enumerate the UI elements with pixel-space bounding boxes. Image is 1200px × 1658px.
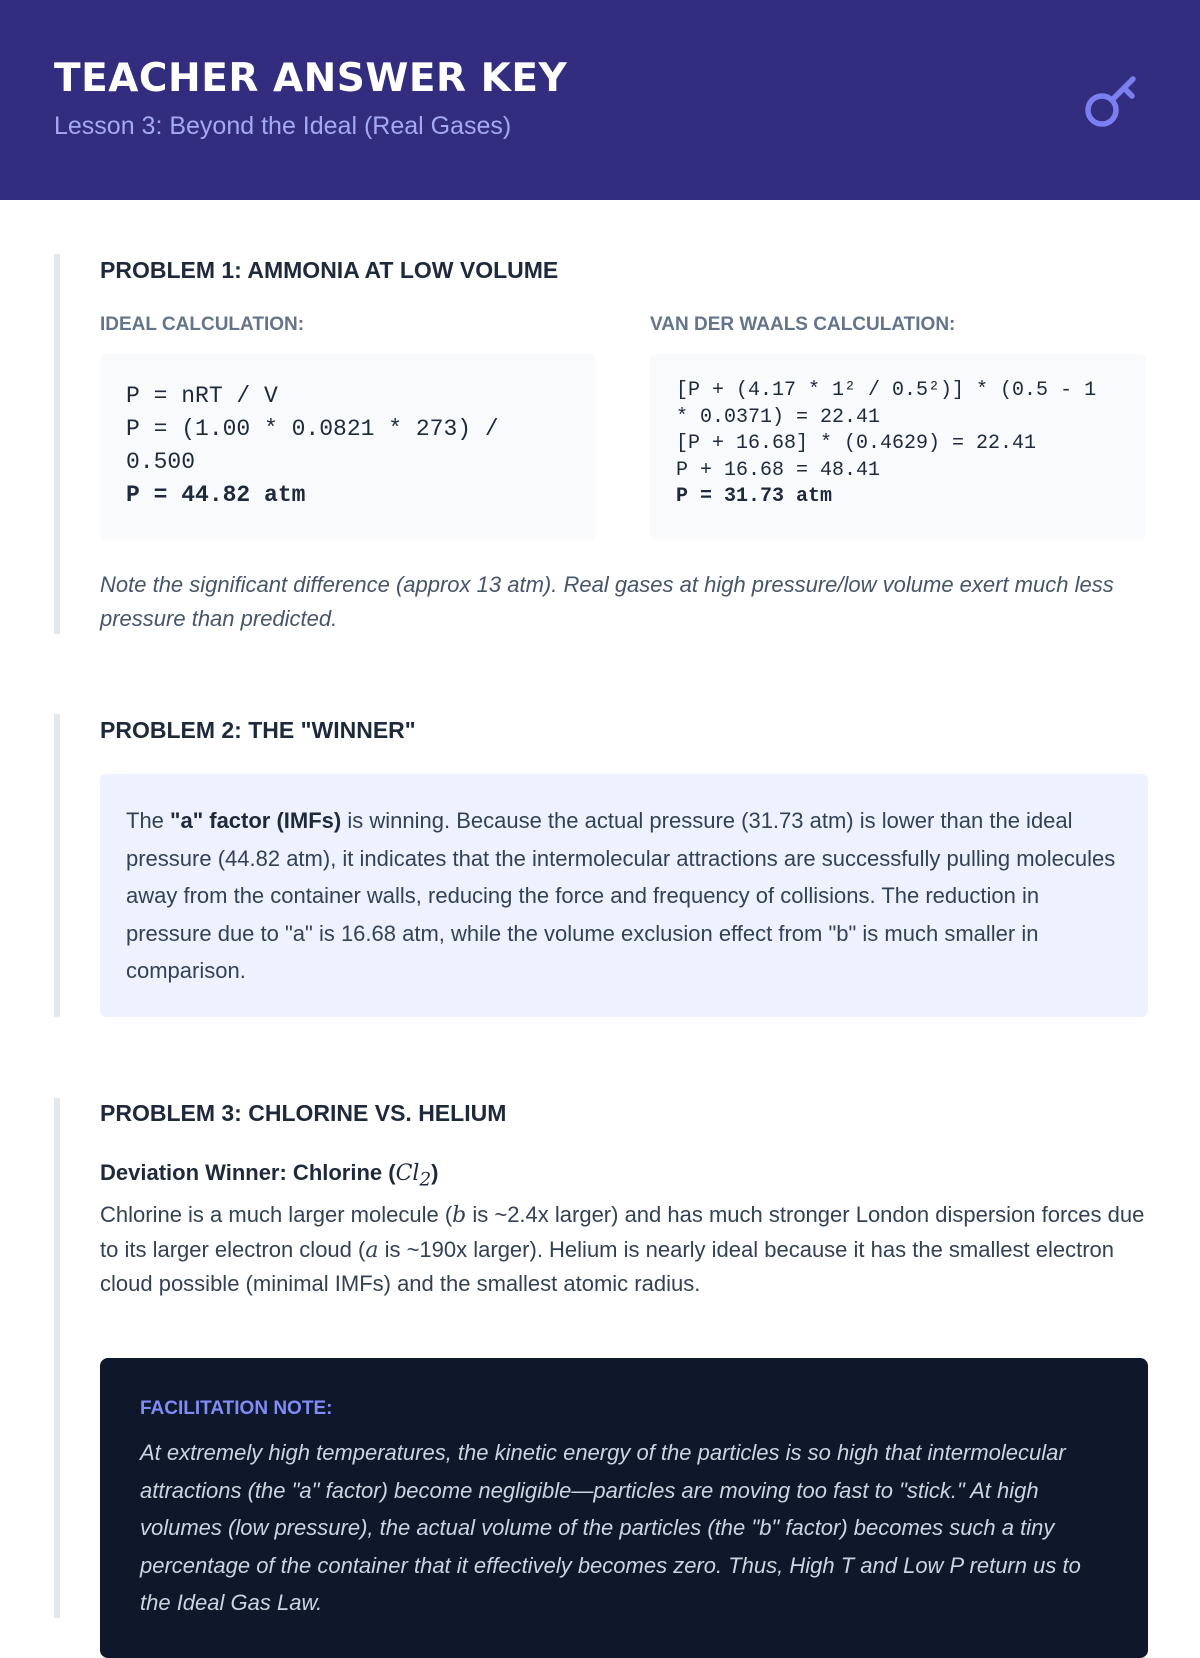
variable-b: b: [452, 1203, 467, 1228]
problem-3-explanation: [100, 1198, 1148, 1301]
problem-2-answer: [100, 774, 1148, 1017]
vdw-result: P = 31.73 atm: [676, 485, 833, 508]
explanation-part-1: Chlorine is a much larger molecule (: [100, 1202, 453, 1227]
explanation-part-2: is ~2.4x larger) and has much stronger London dispersion forces due to its larger electron cloud (: [100, 1202, 1145, 1262]
problem-2-title: PROBLEM 2: THE "WINNER": [100, 717, 416, 743]
vdw-line-2: * 0.0371) = 22.41: [676, 405, 881, 429]
lesson-subtitle: Lesson 3: Beyond the Ideal (Real Gases): [54, 112, 512, 140]
winner-symbol: Cl: [395, 1161, 420, 1186]
facilitation-note-label: FACILITATION NOTE:: [140, 1398, 333, 1419]
explanation-part-3: is ~190x larger). Helium is nearly ideal because it has the smallest electron cloud possible (minimal IMFs) and the smallest atomic radius.: [100, 1236, 1114, 1296]
ideal-calculation-label: IDEAL CALCULATION:: [100, 314, 305, 335]
answer-key-header: [0, 0, 1200, 200]
facilitation-note-box: [100, 1358, 1148, 1658]
ideal-line-3: 0.500: [126, 449, 196, 475]
facilitation-note-text: At extremely high temperatures, the kinetic energy of the particles is so high that intermolecular attractions (the "a" factor) become negligible—particles are moving too fast to "stick." At high volumes (low pressure), the actual volume of the particles (the "b" factor) becomes such a tiny percentage of the container that it effectively becomes zero. Thus, High T and Low P return us to the Ideal Gas Law.: [140, 1440, 1081, 1615]
problem-1-note: Note the significant difference (approx 13 atm). Real gases at high pressure/low volume exert much less pressure than predicted.: [100, 572, 1114, 631]
ideal-result: P = 44.82 atm: [126, 482, 306, 508]
van-der-waals-box: [650, 354, 1146, 540]
variable-a: a: [365, 1237, 379, 1263]
winner-suffix: ): [431, 1160, 439, 1185]
vdw-line-4: P + 16.68 = 48.41: [676, 458, 881, 482]
answer-highlight: "a" factor (IMFs): [170, 808, 342, 833]
answer-body: is winning. Because the actual pressure (31.73 atm) is lower than the ideal pressure (44.82 atm), it indicates that the intermolecular attractions are successfully pulling molecules away from the container walls, reducing the force and frequency of collisions. The reduction in pressure due to "a" is 16.68 atm, while the volume exclusion effect from "b" is much smaller in comparison.: [126, 808, 1116, 983]
problem-3-section: [54, 1098, 1148, 1618]
winner-subscript: 2: [419, 1169, 432, 1191]
problem-3-title: PROBLEM 3: CHLORINE VS. HELIUM: [100, 1100, 507, 1126]
vdw-line-1: [P + (4.17 * 1² / 0.5²)] * (0.5 - 1: [676, 379, 1097, 402]
problem-2-section: [54, 714, 1148, 1017]
problem-1-section: [54, 254, 1148, 634]
page-title: TEACHER ANSWER KEY: [54, 56, 568, 101]
vdw-line-3: [P + 16.68] * (0.4629) = 22.41: [676, 432, 1037, 455]
problem-1-title: PROBLEM 1: AMMONIA AT LOW VOLUME: [100, 257, 559, 283]
deviation-winner: [100, 1160, 438, 1190]
key-icon: [1080, 68, 1144, 132]
van-der-waals-label: VAN DER WAALS CALCULATION:: [650, 314, 956, 335]
answer-intro: The: [126, 808, 171, 833]
ideal-line-1: P = nRT / V: [126, 383, 278, 409]
ideal-line-2: P = (1.00 * 0.0821 * 273) /: [126, 416, 499, 442]
ideal-calculation-box: [100, 354, 596, 540]
winner-prefix: Deviation Winner: Chlorine (: [100, 1160, 396, 1185]
